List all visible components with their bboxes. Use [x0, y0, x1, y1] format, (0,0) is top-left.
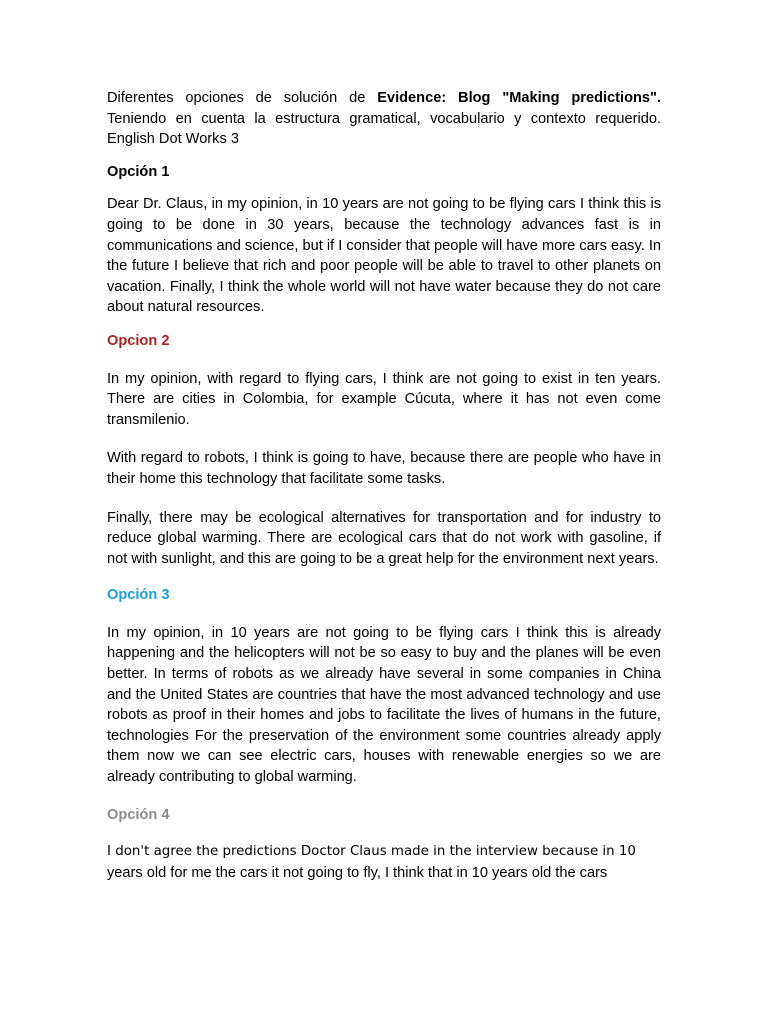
option-2-paragraph-1: In my opinion, with regard to flying cars, I think are not going to exist in ten years. There are cities in Colombia, for example Cúcuta, where it has not even come transmilenio.: [107, 370, 661, 428]
option-1-paragraph: Dear Dr. Claus, in my opinion, in 10 years are not going to be flying cars I think this is going to be done in 30 years, because the technology advances fast is in communications and science, but if I consider that people will have more cars easy. In the future I believe that rich and poor people will be able to travel to other planets on vacation. Finally, I think the whole world will not have water because they do not care about natural resources.: [107, 196, 661, 316]
intro-paragraph: [107, 88, 661, 150]
intro-prefix: Diferentes opciones de solución de: [107, 90, 378, 106]
intro-bold-title: Evidence: Blog "Making predictions".: [377, 90, 661, 106]
option-2-heading: Opcion 2: [107, 332, 170, 349]
option-4-paragraph: [107, 842, 661, 884]
option-4-heading: Opción 4: [107, 806, 170, 823]
document-page: [107, 88, 661, 884]
option-3-paragraph: In my opinion, in 10 years are not going to be flying cars I think this is already happening and the helicopters will not be so easy to buy and the planes will be even better. In terms of robots as we already have several in some companies in China and the United States are countries that have the most advanced technology and use robots as proof in their homes and jobs to facilitate the lives of humans in the future, technologies For the preservation of the environment some countries already apply them now we can see electric cars, houses with renewable energies so we are already contributing to global warming.: [107, 624, 661, 786]
option-2-paragraph-2: With regard to robots, I think is going to have, because there are people who have in their home this technology that facilitate some tasks.: [107, 450, 661, 487]
option-3-heading: Opción 3: [107, 587, 170, 604]
option-1-heading: Opción 1: [107, 163, 170, 180]
option-4-line-1: I don't agree the predictions Doctor Claus made in the interview because in 10: [107, 844, 636, 860]
intro-suffix: Teniendo en cuenta la estructura gramatical, vocabulario y contexto requerido. English Dot Works 3: [107, 110, 661, 148]
option-2-paragraph-3: Finally, there may be ecological alternatives for transportation and for industry to reduce global warming. There are ecological cars that do not work with gasoline, if not with sunlight, and this are going to be a great help for the environment next years.: [107, 509, 661, 567]
option-4-line-2: years old for me the cars it not going to fly, I think that in 10 years old the cars: [107, 864, 608, 881]
